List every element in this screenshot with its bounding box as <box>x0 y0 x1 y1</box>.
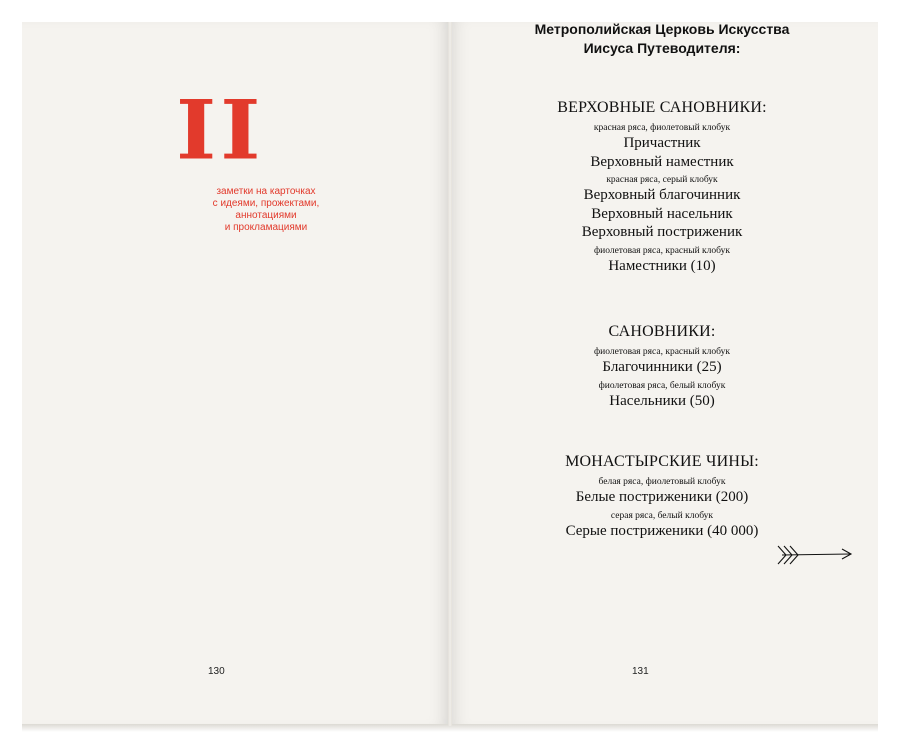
rank-title: Причастник <box>623 135 701 151</box>
garb-description: серая ряса, белый клобук <box>610 510 714 521</box>
chapter-subtitle-line: аннотациями <box>235 210 297 221</box>
rank-title: Наместники (10) <box>608 257 716 274</box>
chapter-subtitle <box>196 186 336 234</box>
rank-title: Насельники (50) <box>609 392 715 409</box>
page-edge <box>22 724 450 732</box>
section-heading: МОНАСТЫРСКИЕ ЧИНЫ: <box>565 453 759 470</box>
section-heading: ВЕРХОВНЫЕ САНОВНИКИ: <box>557 99 767 116</box>
garb-description: фиолетовая ряса, белый клобук <box>598 380 726 391</box>
hand-drawn-arrow-icon <box>776 540 856 570</box>
rank-title: Серые постриженики (40 000) <box>565 522 759 539</box>
section-monastic-ranks <box>478 452 846 540</box>
section-heading: САНОВНИКИ: <box>608 323 716 340</box>
rank-title: Белые постриженики (200) <box>575 489 749 505</box>
page-number-right: 131 <box>632 666 649 677</box>
rank-title: Верховный насельник <box>591 205 733 222</box>
rank-title: Верховный наместник <box>590 153 734 170</box>
garb-description: фиолетовая ряса, красный клобук <box>593 245 730 256</box>
page-title-line: Иисуса Путеводителя: <box>583 40 741 56</box>
chapter-subtitle-line: с идеями, прожектами, <box>212 198 320 209</box>
garb-description: красная ряса, серый клобук <box>606 175 718 185</box>
garb-description: фиолетовая ряса, красный клобук <box>593 347 730 357</box>
section-dignitaries <box>478 322 846 410</box>
chapter-numeral: II <box>176 82 265 179</box>
book-gutter <box>448 22 452 726</box>
page-title-line: Метрополийская Церковь Искусства <box>534 21 790 37</box>
rank-title: Верховный постриженик <box>581 224 743 240</box>
chapter-subtitle-line: заметки на карточках <box>216 186 316 197</box>
chapter-subtitle-line: и прокламациями <box>224 222 308 233</box>
rank-title: Верховный благочинник <box>583 187 741 203</box>
rank-title: Благочинники (25) <box>602 359 722 375</box>
page-title <box>478 20 846 58</box>
page-number-left: 130 <box>208 666 225 677</box>
garb-description: красная ряса, фиолетовый клобук <box>593 123 731 133</box>
section-supreme-dignitaries <box>478 98 846 275</box>
page-edge <box>450 724 878 732</box>
garb-description: белая ряса, фиолетовый клобук <box>598 477 726 487</box>
